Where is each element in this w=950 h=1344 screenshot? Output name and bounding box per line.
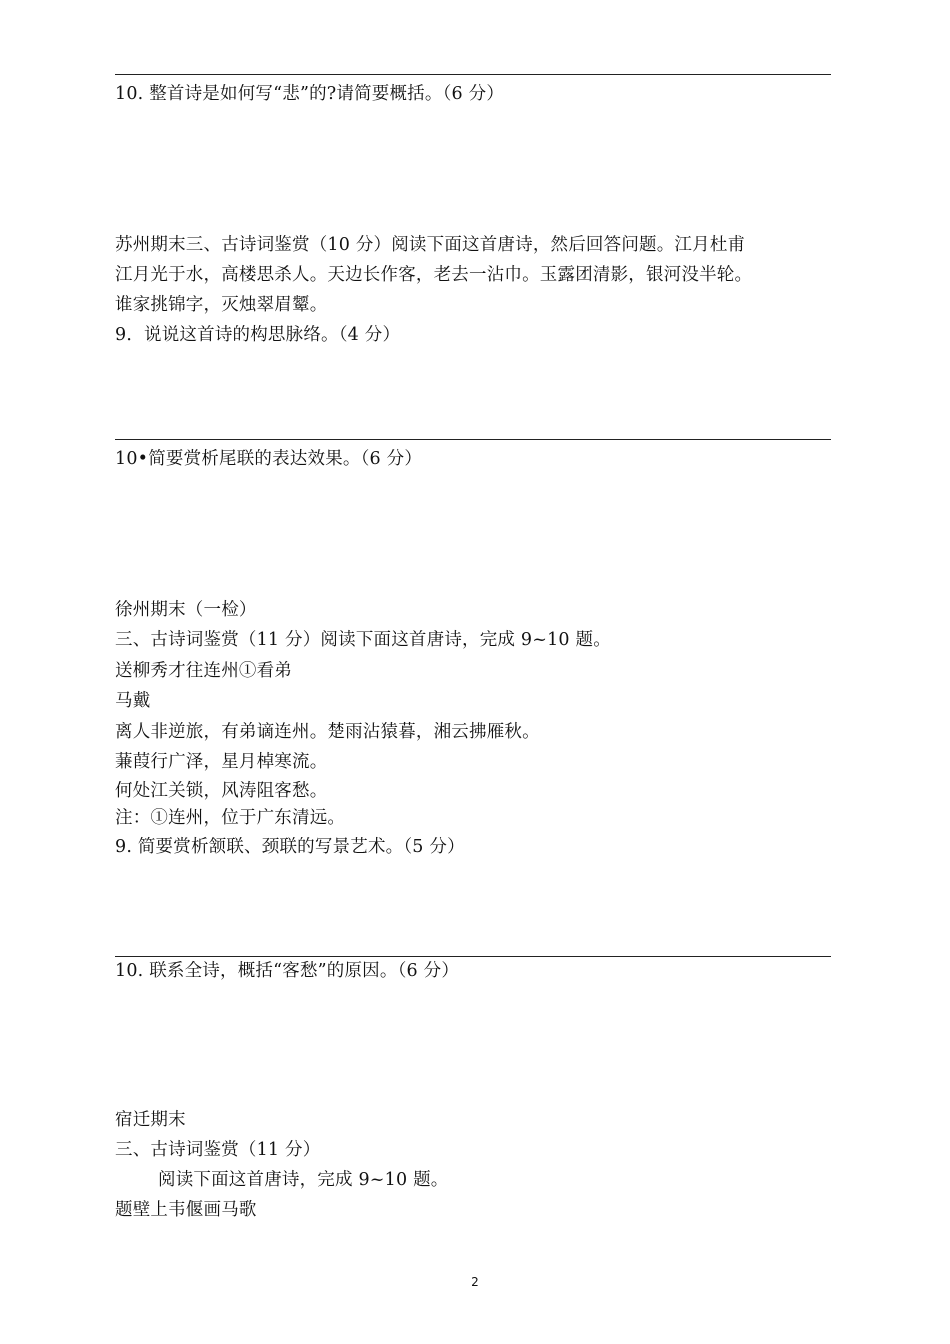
poem-title: 送柳秀才往连州①看弟	[115, 661, 292, 681]
poem-line: 蒹葭行广泽，星月棹寒流。	[115, 752, 328, 772]
page-number: 2	[471, 1275, 479, 1289]
poem-line: 何处江关锁，风涛阻客愁。	[115, 781, 328, 801]
section-heading: 三、古诗词鉴赏（11 分）阅读下面这首唐诗，完成 9~10 题。	[115, 630, 611, 650]
poem-line: 离人非逆旅，有弟谪连州。楚雨沾猿暮，湘云拂雁秋。	[115, 722, 540, 742]
suqian-heading: 宿迁期末	[115, 1110, 186, 1130]
answer-line	[115, 439, 831, 440]
poem-line: 谁家挑锦字，灭烛翠眉颦。	[115, 295, 328, 315]
suzhou-heading: 苏州期末三、古诗词鉴赏（10 分）阅读下面这首唐诗，然后回答问题。江月杜甫	[115, 235, 746, 255]
poem-title: 题壁上韦偃画马歌	[115, 1200, 257, 1220]
question-9-text: 9. 简要赏析颔联、颈联的写景艺术。（5 分）	[115, 837, 465, 857]
question-9-text: 9．说说这首诗的构思脉络。（4 分）	[115, 325, 401, 345]
answer-line	[115, 956, 831, 957]
question-10-text: 10. 整首诗是如何写“悲”的?请简要概括。（6 分）	[115, 84, 505, 104]
section-heading: 三、古诗词鉴赏（11 分）	[115, 1140, 321, 1160]
xuzhou-heading: 徐州期末（一检）	[115, 600, 257, 620]
poem-line: 江月光于水，高楼思杀人。天边长作客，老去一沾巾。玉露团清影，银河没半轮。	[115, 265, 753, 285]
question-10-text: 10•简要赏析尾联的表达效果。（6 分）	[115, 449, 423, 469]
answer-line	[115, 74, 831, 75]
question-10-text: 10. 联系全诗，概括“客愁”的原因。（6 分）	[115, 961, 460, 981]
section-instruction: 阅读下面这首唐诗，完成 9~10 题。	[158, 1170, 449, 1190]
poem-author: 马戴	[115, 691, 151, 711]
poem-note: 注：①连州，位于广东清远。	[115, 808, 346, 828]
